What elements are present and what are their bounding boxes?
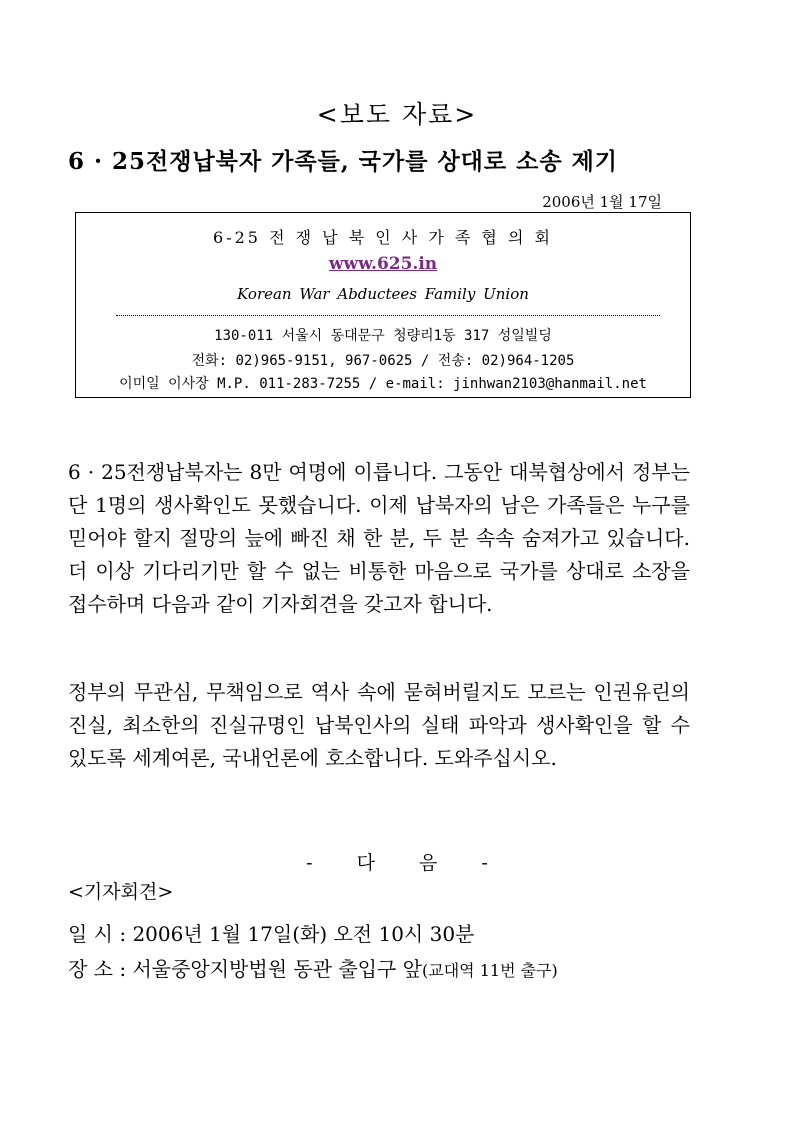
- organization-website-link[interactable]: www.625.in: [328, 254, 438, 274]
- document-title: <보도 자료>: [316, 100, 478, 129]
- organization-contact: 이미일 이사장 M.P. 011-283-7255 / e-mail: jinhwan2103@hanmail.net: [119, 376, 647, 392]
- document-subtitle: 6 · 25전쟁납북자 가족들, 국가를 상대로 소송 제기: [68, 148, 619, 175]
- dotted-divider: [116, 315, 660, 316]
- notice-heading: - 다 음 -: [306, 852, 488, 874]
- conference-place-note: (교대역 11번 출구): [422, 961, 558, 980]
- conference-place-main: 장 소 : 서울중앙지방법원 동관 출입구 앞: [68, 957, 423, 981]
- body-paragraph-1: 6 · 25전쟁납북자는 8만 여명에 이릅니다. 그동안 대북협상에서 정부는 단 1명의 생사확인도 못했습니다. 이제 납북자의 남은 가족들은 누구를 믿어야 할지 절망의 늪에 빠진 채 한 분, 두 분 속속 숨져가고 있습니다. 더 이상 기다리기만 할 수 없는 비통한 마음으로 국가를 상대로 소장을 접수하며 다음과 같이 기자회견을 갖고자 합니다.: [68, 460, 690, 616]
- body-paragraph-2: 정부의 무관심, 무책임으로 역사 속에 묻혀버릴지도 모르는 인권유린의 진실, 최소한의 진실규명인 납북인사의 실태 파악과 생사확인을 할 수 있도록 세계여론, 국내언론에 호소합니다. 도와주십시오.: [68, 680, 690, 770]
- press-conference-label: <기자회견>: [68, 881, 174, 903]
- conference-place: [68, 953, 558, 982]
- conference-time: 일 시 : 2006년 1월 17일(화) 오전 10시 30분: [68, 922, 475, 946]
- document-date: 2006년 1월 17일: [542, 193, 662, 211]
- organization-name: 6-25 전 쟁 납 북 인 사 가 족 협 의 회: [213, 228, 553, 247]
- organization-english-name: Korean War Abductees Family Union: [237, 285, 529, 303]
- organization-phone-fax: 전화: 02)965-9151, 967-0625 / 전송: 02)964-1205: [191, 353, 575, 369]
- organization-info-box: [75, 212, 691, 398]
- organization-address: 130-011 서울시 동대문구 청량리1동 317 성일빌딩: [214, 328, 552, 344]
